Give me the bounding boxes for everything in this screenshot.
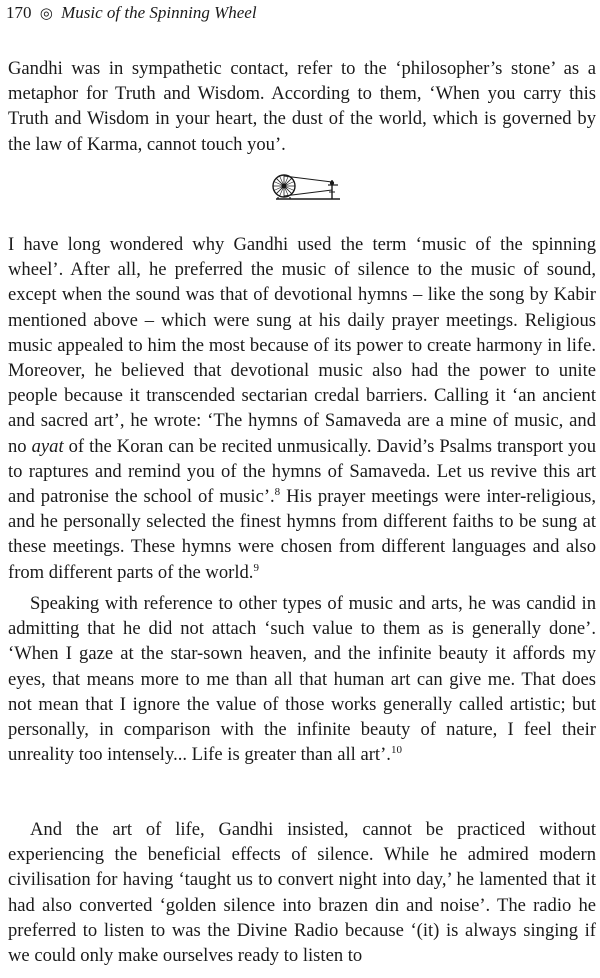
paragraph-1 (8, 56, 596, 157)
footnote-ref[interactable]: 9 (253, 561, 259, 574)
footnote-ref[interactable]: 8 (274, 485, 281, 498)
paragraph-text: Gandhi was in sympathetic contact, refer to the ‘philosopher’s stone’ as a metaphor for Truth and Wisdom. According to them, ‘When you carry this Truth and Wisdom in your heart, the dust of the world, which is governed by the law of Karma, cannot touch you’. (8, 58, 596, 155)
paragraph-2 (8, 232, 596, 585)
paragraph-text (8, 232, 596, 585)
running-title: Music of the Spinning Wheel (61, 3, 257, 22)
spinning-wheel-icon (270, 172, 344, 202)
footnote-ref[interactable]: 10 (390, 744, 402, 757)
paragraph-text: And the art of life, Gandhi insisted, cannot be practiced without experiencing the beneficial effects of silence. While he admired modern civilisation for having ‘taught us to convert night into day,’ he lamented that it had also converted ‘golden silence into brazen din and noise’. The radio he preferred to listen to was the Divine Radio because ‘(it) is always singing if we could only make ourselves ready to listen to (8, 819, 596, 967)
italic-term: ayat (31, 435, 64, 457)
paragraph-4 (8, 817, 596, 968)
text-run: Speaking with reference to other types of music and arts, he was candid in admitting that he did not attach ‘such value to them as is generally done’. ‘When I gaze at the star-sown heaven, and the infinite beauty it affords my eyes, that means more to me than all that human art can give me. That does not mean that I ignore the value of those works generally called artistic; but personally, in comparison with the infinite beauty of nature, I feel their unreality too intensely... Life is greater than all art’. (8, 593, 596, 766)
page-number: 170 (6, 3, 32, 22)
ornament-icon: ◎ (39, 6, 53, 22)
paragraph-text (8, 591, 596, 767)
running-header (6, 2, 257, 25)
text-run: His prayer meetings were inter-religious, and he personally selected the finest hymns from different faiths to be sung at these meetings. These hymns were chosen from different languages and also from different parts of the world. (8, 486, 597, 583)
text-run: of the Koran can be recited unmusically. David’s Psalms transport you to raptures and remind you of the hymns of Samaveda. Let us revive this art and patronise the school of music’. (8, 435, 596, 508)
text-run: I have long wondered why Gandhi used the term ‘music of the spinning wheel’. After all, he preferred the music of silence to the music of sound, except when the sound was that of devotional hymns – like the song by Kabir mentioned above – which were sung at his daily prayer meetings. Religious music appealed to him the most because of its power to create harmony in life. Moreover, he believed that devotional music also had the power to unite people because it transcended sectarian credal barriers. Calling it ‘an ancient and sacred art’, he wrote: ‘The hymns of Samaveda are a mine of music, and no (8, 234, 596, 457)
paragraph-3 (8, 591, 596, 767)
